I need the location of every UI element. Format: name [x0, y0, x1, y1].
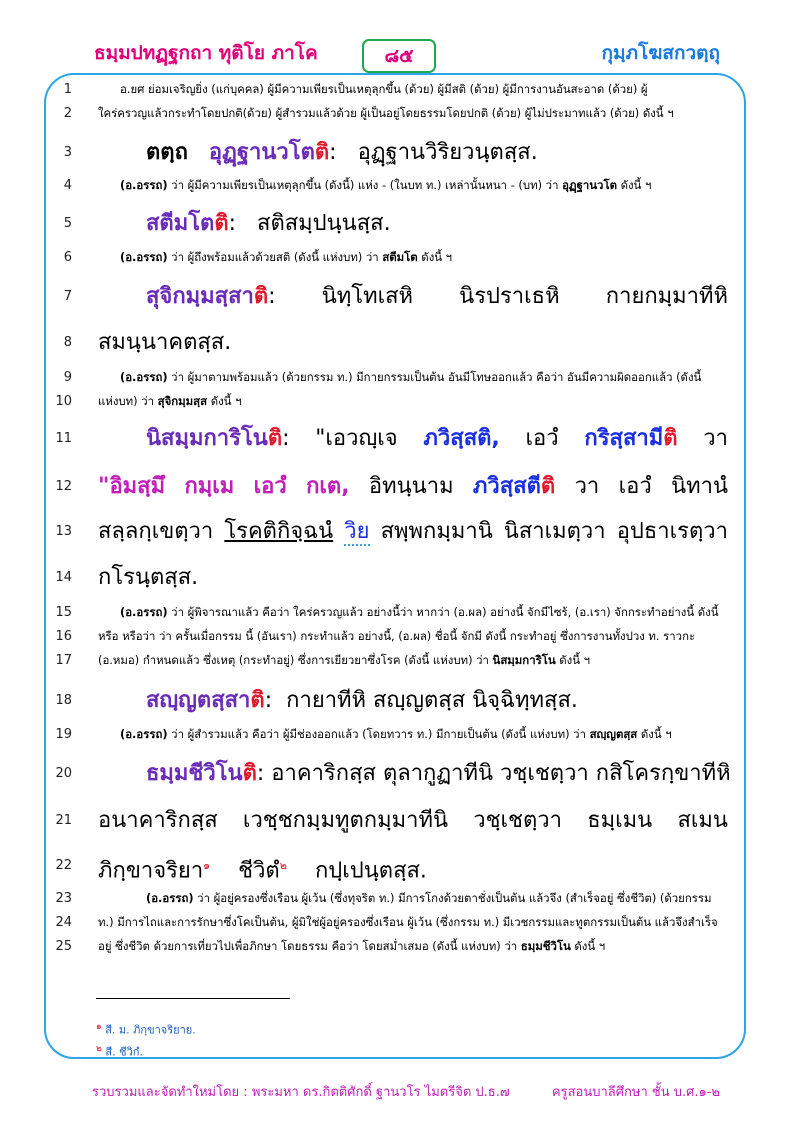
footnote-divider	[96, 998, 290, 999]
translation-end: ดังนี้ ฯ	[637, 727, 672, 741]
pali-verb: ภวิสฺสติ,	[423, 426, 500, 451]
line-number: 10	[55, 394, 72, 409]
translation-text: แห่งบท) ว่า	[98, 394, 158, 408]
pali-line	[98, 517, 728, 547]
translation-text: ว่า ผู้มาตามพร้อมแล้ว (ด้วยกรรม ท.) มีกายกรรมเป็นต้น อันมีโทษออกแล้ว คือว่า อันมีความผิดออกแล้ว (ดังนี้	[167, 370, 702, 384]
pali-locative: กมฺเม	[184, 474, 235, 499]
pali-word: ตุลากูฏาทีนิ	[382, 761, 494, 786]
translation-text: ว่า ผู้อยู่ครองซึ่งเรือน ผู้เว้น (ซึ่งทุจริต ท.) มีการโกงด้วยตาชั่งเป็นต้น แล้วจึง (สำเร็จอยู่ ซึ่งชีวิต) (ด้วยกรรม	[193, 891, 712, 905]
pali-word: สลฺลกฺเขตฺวา	[98, 519, 214, 544]
pali-line	[98, 851, 728, 886]
attha-label: (อ.อรรถ)	[120, 370, 168, 384]
footer-compiler: รวบรวมและจัดทำใหม่โดย : พระมหา ดร.กิตติศักดิ์ ฐานวโร ไมตรีจิต ป.ธ.๗	[92, 1085, 510, 1100]
pali-line	[98, 472, 728, 502]
colon: :	[268, 284, 276, 309]
pali-word: เวชฺชกมฺมทูตกมฺมาทีนิ	[242, 808, 448, 833]
pali-word: นิสาเมตฺวา	[503, 519, 606, 544]
line-number: 1	[63, 82, 72, 97]
pali-word: วา	[703, 426, 728, 451]
footnote	[96, 1041, 143, 1061]
translation-line	[120, 249, 728, 265]
line-number: 24	[55, 915, 72, 930]
line-number: 12	[55, 479, 72, 494]
footnote-text: สี. ม. ภิกฺขาจริยาย.	[101, 1023, 196, 1037]
colon: :	[264, 688, 273, 713]
translation-end: ดังนี้ ฯ	[207, 394, 242, 408]
pali-word: อนาคาริกสฺส	[98, 808, 218, 833]
pali-verb: ภวิสฺสตี	[472, 474, 541, 499]
quote-mark: "	[98, 474, 110, 499]
footnote-ref[interactable]: ๒	[279, 859, 287, 872]
translation-end: ดังนี้ ฯ	[616, 178, 652, 192]
pali-line	[146, 282, 728, 312]
attha-label: (อ.อรรถ)	[120, 727, 168, 741]
pali-locative: เอวํ	[253, 474, 287, 499]
pali-term: นิสมฺมการิโน	[146, 426, 268, 451]
header-story-title: กุมฺภโฆสกวตฺถุ	[601, 42, 720, 64]
translation-text: ว่า ผู้สำรวมแล้ว คือว่า ผู้มีช่องออกแล้ว (โดยทวาร ท.) มีกายเป็นต้น (ดังนี้ แห่งบท) ว่า	[167, 727, 590, 741]
translation-end: ดังนี้ ฯ	[570, 939, 606, 953]
iti-particle: ติ	[214, 211, 229, 236]
iti-particle: ติ	[242, 761, 257, 786]
term-ref: อุฏฺฐานวโต	[562, 178, 617, 192]
pali-word: กายกมฺมาทีหิ	[605, 284, 729, 309]
translation-line: หรือ หรือว่า ว่า ครั้นเมื่อกรรม นี้ (อันเรา) กระทำแล้ว อย่างนี้, (อ.ผล) ชื่อนี้ จักมี ดังนี้ กระทำอยู่ ซึ่งการงานทั้งปวง ท. ราวกะ	[98, 629, 696, 643]
line-number: 9	[63, 370, 72, 385]
pali-term: สญฺญตสฺสา	[146, 688, 251, 713]
line-number: 14	[55, 570, 72, 585]
iti-particle: ติ	[267, 426, 283, 451]
line-number: 20	[55, 766, 72, 781]
line-number: 8	[63, 335, 72, 350]
footnote-marker: ๑	[96, 1022, 102, 1032]
line-number: 22	[55, 858, 72, 873]
pali-gloss: กายาทีหิ สญฺญตสฺส นิจฺฉิทฺทสฺส.	[286, 688, 578, 713]
footnote-text: สี. ชีวิกํ.	[101, 1045, 143, 1059]
footnote-ref[interactable]: ๑	[203, 859, 211, 872]
translation-line	[120, 369, 728, 385]
line-number: 3	[63, 145, 72, 160]
line-number: 17	[55, 653, 72, 668]
translation-line	[146, 890, 728, 906]
pali-word: ภิกฺขาจริยา	[98, 858, 204, 884]
iti-particle: ติ	[663, 426, 678, 451]
pali-locative: อิมสฺมึ	[109, 474, 166, 499]
line-number: 16	[55, 629, 72, 644]
pali-line	[98, 806, 728, 836]
line-number: 23	[55, 891, 72, 906]
term-ref: นิสมฺมการิโน	[492, 653, 556, 667]
pali-word: อิทนฺนาม	[368, 474, 454, 499]
pali-word: ชีวิตํ	[238, 858, 280, 884]
pali-line	[146, 686, 728, 716]
footer-course: ครูสอนบาลีศึกษา ชั้น บ.ศ.๑-๒	[551, 1085, 720, 1100]
pali-line: กโรนฺตสฺส.	[98, 565, 199, 590]
pali-word: ธมฺเมน	[587, 808, 653, 833]
pali-line	[146, 424, 728, 454]
translation-text: อยู่ ซึ่งชีวิต ด้วยการเที่ยวไปเพื่อภิกษา โดยธรรม คือว่า โดยสม่ำเสมอ (ดังนี้ แห่งบท) ว่า	[98, 939, 521, 953]
footnote-marker: ๒	[96, 1044, 102, 1054]
text-line: อ.ยศ ย่อมเจริญยิ่ง (แก่บุคคล) ผู้มีความเพียรเป็นเหตุลุกขึ้น (ด้วย) ผู้มีสติ (ด้วย) ผู้มีการงานอันสะอาด (ด้วย) ผู้	[120, 82, 648, 96]
colon: :	[282, 426, 290, 451]
pali-word: ตตฺถ	[146, 140, 188, 165]
pali-term: ธมฺมชีวิโน	[146, 761, 243, 786]
translation-line	[120, 177, 728, 193]
term-ref: ธมฺมชีวิโน	[520, 939, 571, 953]
line-number: 13	[55, 524, 72, 539]
colon: :	[256, 761, 265, 786]
iti-particle: ติ	[314, 140, 330, 165]
pali-line	[146, 759, 731, 789]
pali-word: วชฺเชตฺวา	[500, 761, 589, 786]
page-number-box: ๘๕	[362, 39, 436, 73]
line-number: 5	[63, 216, 72, 231]
pali-word: กสิโครกฺขาทีหิ	[595, 761, 731, 786]
colon: :	[329, 140, 337, 165]
pali-word: นิรปราเธหิ	[459, 284, 560, 309]
line-number: 18	[55, 693, 72, 708]
translation-line: ท.) มีการไถและการรักษาซึ่งโคเป็นต้น, ผู้มิใช่ผู้อยู่ครองซึ่งเรือน ผู้เว้น (ซึ่งกรรม ท.) มีเวชกรรมและทูตกรรมเป็นต้น แล้วจึงสำเร็จ	[98, 915, 718, 929]
pali-word: อาคาริกสฺส	[271, 761, 376, 786]
translation-text: ว่า ผู้มีความเพียรเป็นเหตุลุกขึ้น (ดังนี้) แห่ง - (ในบท ท.) เหล่านั้นหนา - (บท) ว่า	[167, 178, 563, 192]
iti-particle: ติ	[250, 688, 265, 713]
pali-word: นิทานํ	[671, 474, 728, 499]
pali-word: สพฺพกมฺมานิ	[380, 519, 493, 544]
line-number: 11	[55, 431, 72, 446]
pali-line	[146, 209, 728, 239]
attha-label: (อ.อรรถ)	[120, 178, 168, 192]
pali-word: นิทฺโทเสหิ	[321, 284, 414, 309]
line-number: 15	[55, 605, 72, 620]
translation-text: ว่า ผู้พิจารณาแล้ว คือว่า ใคร่ครวญแล้ว อย่างนี้ว่า หากว่า (อ.ผล) อย่างนี้ จักมีไซร้, (อ.เรา) จักกระทำอย่างนี้ ดังนี้	[167, 605, 719, 619]
attha-label: (อ.อรรถ)	[120, 605, 168, 619]
pali-word: โรคติกิจฺฉนํ	[224, 519, 334, 544]
pali-word: "เอวญฺเจ	[315, 426, 398, 451]
translation-text: ว่า ผู้ถึงพร้อมแล้วด้วยสติ (ดังนี้ แห่งบท) ว่า	[167, 250, 383, 264]
translation-line	[98, 652, 728, 668]
line-number: 2	[63, 106, 72, 121]
translation-line	[120, 726, 728, 742]
pali-word: กปฺเปนฺตสฺส.	[314, 858, 427, 884]
pali-word: เอวํ	[618, 474, 652, 499]
line-number: 6	[63, 250, 72, 265]
translation-line	[98, 938, 728, 954]
pali-particle: วิย	[344, 519, 370, 544]
iti-particle: ติ	[253, 284, 269, 309]
pali-verb: กริสฺสามี	[584, 426, 664, 451]
pali-word: วชฺเชตฺวา	[473, 808, 562, 833]
text-line: ใคร่ครวญแล้วกระทำโดยปกติ(ด้วย) ผู้สำรวมแล้วด้วย ผู้เป็นอยู่โดยธรรมโดยปกติ (ด้วย) ผู้ไม่ประมาทแล้ว (ด้วย) ดังนี้ ฯ	[98, 106, 674, 120]
translation-text: (อ.หมอ) กำหนดแล้ว ซึ่งเหตุ (กระทำอยู่) ซึ่งการเยียวยาซึ่งโรค (ดังนี้ แห่งบท) ว่า	[98, 653, 493, 667]
header-book-title: ธมฺมปทฏฺฐกถา ทุติโย ภาโค	[94, 42, 318, 64]
pali-word: อุปธาเรตฺวา	[616, 519, 728, 544]
colon: :	[228, 211, 237, 236]
pali-term: สุจิกมฺมสฺสา	[146, 284, 254, 309]
pali-word: วา	[574, 474, 600, 499]
attha-label: (อ.อรรถ)	[120, 250, 168, 264]
attha-label: (อ.อรรถ)	[146, 891, 194, 905]
pali-term: สตีมโต	[146, 211, 215, 236]
line-number: 7	[63, 289, 72, 304]
pali-gloss: อุฏฺฐานวิริยวนฺตสฺส.	[357, 140, 538, 165]
translation-end: ดังนี้ ฯ	[555, 653, 591, 667]
footnote	[96, 1019, 196, 1039]
pali-locative: กเต,	[306, 474, 350, 499]
line-number: 19	[55, 727, 72, 742]
pali-word: สเมน	[677, 808, 728, 833]
pali-gloss: สติสมฺปนฺนสฺส.	[257, 211, 391, 236]
pali-line: สมนฺนาคตสฺส.	[98, 330, 232, 355]
iti-particle: ติ	[540, 474, 556, 499]
line-number: 4	[63, 178, 72, 193]
line-number: 25	[55, 939, 72, 954]
line-number: 21	[55, 813, 72, 828]
translation-line	[98, 393, 728, 409]
pali-word: เอวํ	[525, 426, 559, 451]
translation-end: ดังนี้ ฯ	[417, 250, 453, 264]
term-ref: สตีมโต	[382, 250, 418, 264]
translation-line	[120, 604, 728, 620]
pali-line	[146, 138, 728, 168]
pali-term: อุฏฺฐานวโต	[208, 140, 315, 165]
term-ref: สญฺญตสฺส	[589, 727, 638, 741]
term-ref: สุจิกมฺมสฺส	[157, 394, 208, 408]
